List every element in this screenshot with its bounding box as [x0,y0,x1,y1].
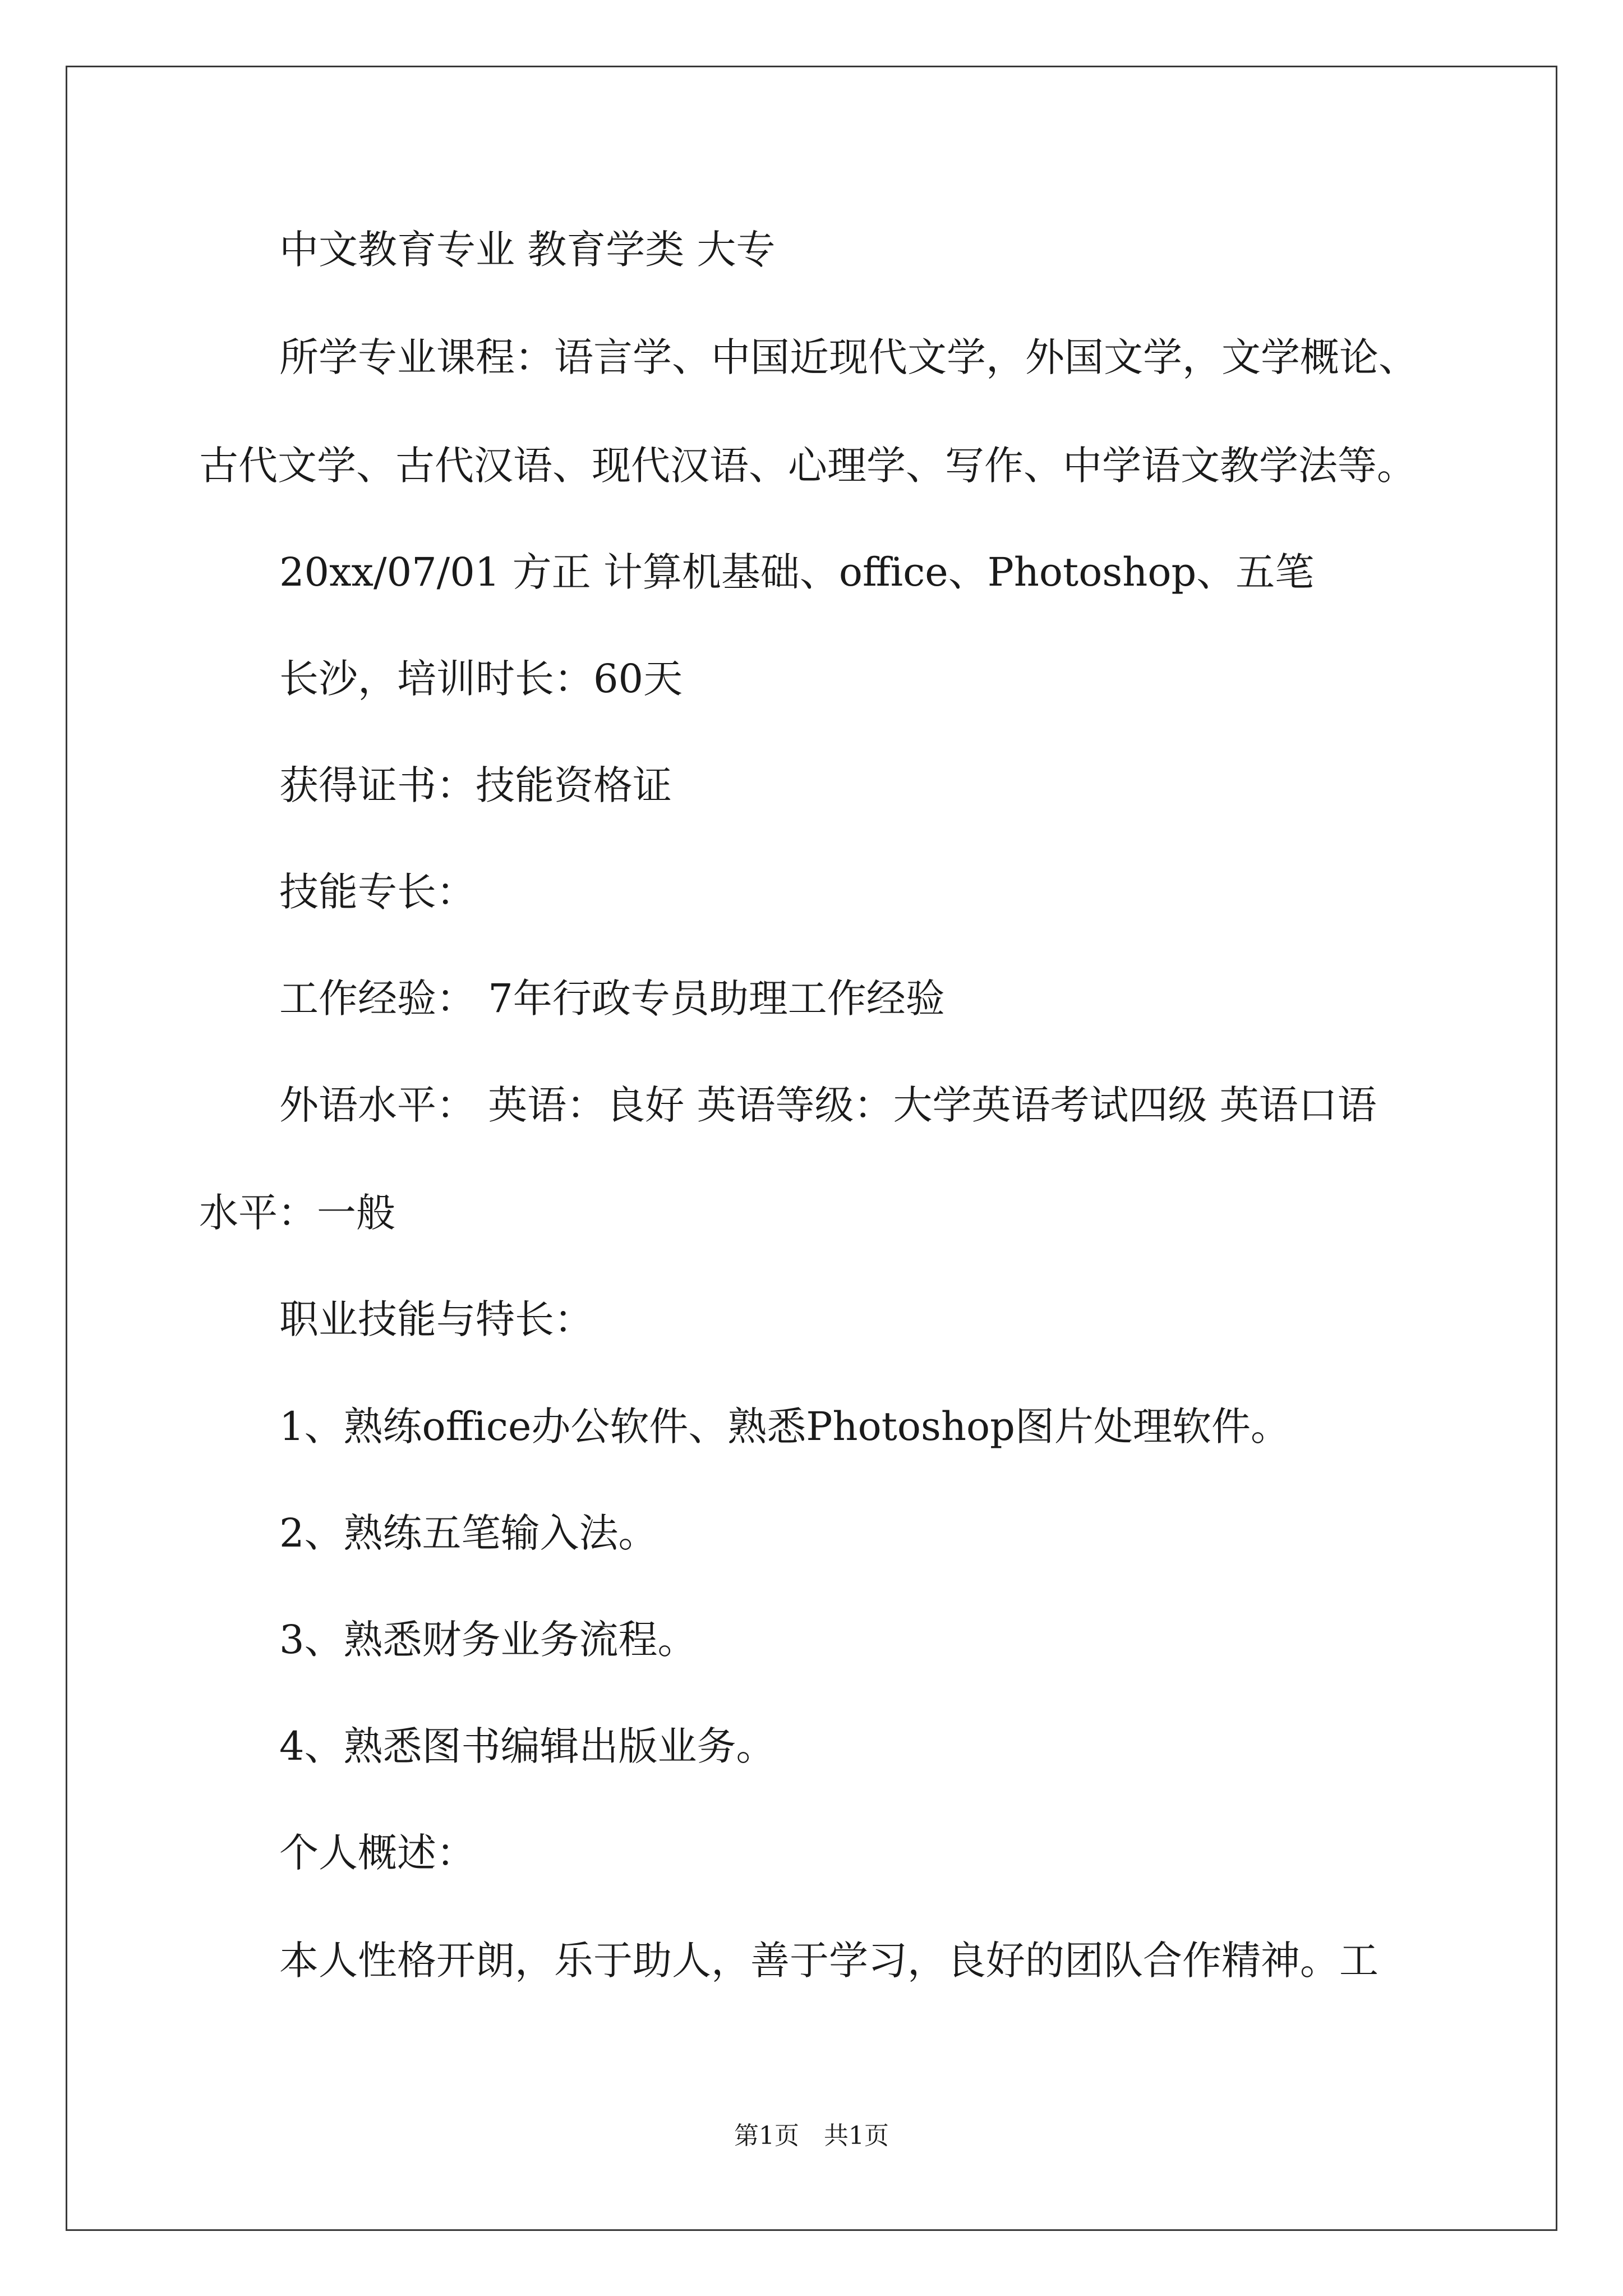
language-line: 外语水平： 英语：良好 英语等级：大学英语考试四级 英语口语 [279,1082,1377,1128]
skill-item-2: 2、熟练五笔输入法。 [279,1510,658,1556]
training-line: 20xx/07/01 方正 计算机基础、office、Photoshop、五笔 [279,549,1315,595]
skill-item-1: 1、熟练office办公软件、熟悉Photoshop图片处理软件。 [279,1404,1290,1450]
page-border [66,66,1557,2231]
language-line-cont: 水平：一般 [199,1190,395,1236]
page-number: 第1页 共1页 [734,2122,889,2150]
summary-heading: 个人概述： [279,1830,476,1876]
skill-item-3: 3、熟悉财务业务流程。 [279,1617,697,1663]
professional-skills-heading: 职业技能与特长： [279,1296,593,1342]
skill-item-4: 4、熟悉图书编辑出版业务。 [279,1723,776,1769]
skills-heading: 技能专长： [279,869,476,915]
courses-line-cont: 古代文学、古代汉语、现代汉语、心理学、写作、中学语文教学法等。 [199,443,1416,489]
summary-text: 本人性格开朗，乐于助人，善于学习，良好的团队合作精神。工 [279,1938,1378,1984]
training-location-line: 长沙，培训时长：60天 [279,656,683,702]
certificate-line: 获得证书：技能资格证 [279,762,672,808]
work-experience-line: 工作经验： 7年行政专员助理工作经验 [279,976,945,1022]
education-line: 中文教育专业 教育学类 大专 [279,227,776,273]
courses-line: 所学专业课程：语言学、中国近现代文学，外国文学，文学概论、 [279,334,1418,380]
